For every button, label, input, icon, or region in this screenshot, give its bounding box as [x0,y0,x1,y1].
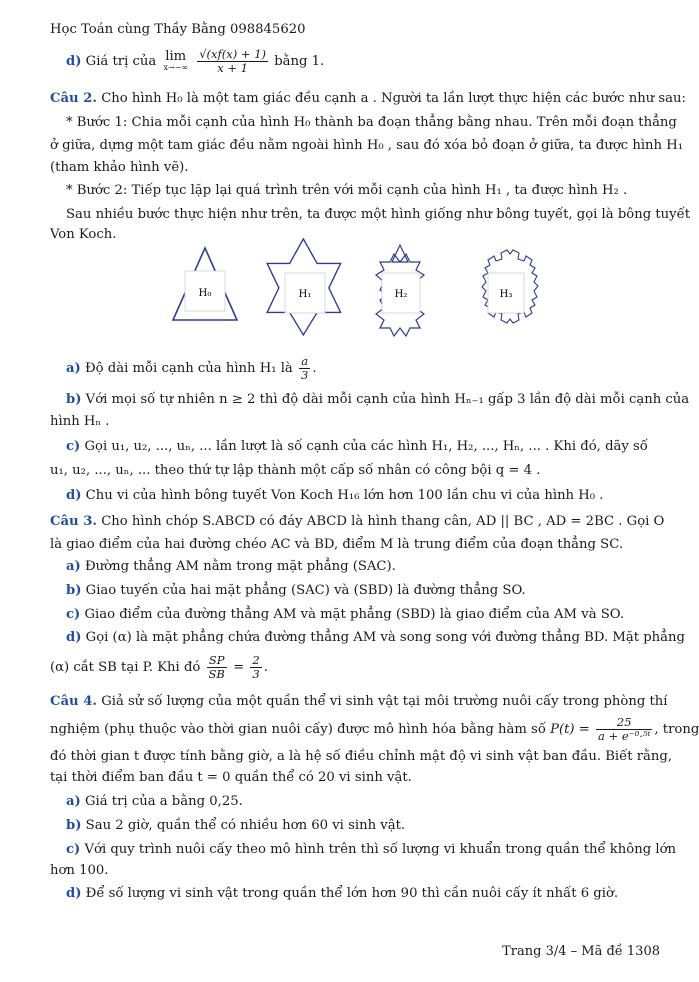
q2-step1-line1: * Bước 1: Chia mỗi cạnh của hình H₀ thành ba đoạn thẳng bằng nhau. Trên mỗi đoạn thẳng [66,115,677,130]
figure-h3 [482,250,538,323]
q4-func: P(t) = [550,722,590,737]
q3d-fraction [207,654,227,681]
q1d-num: √(xf(x) + 1) [199,47,266,61]
q4-intro-line1 [50,692,668,712]
q4c-text1: Với quy trình nuôi cấy theo mô hình trên thì số lượng vi khuẩn trong quần thể không lớn [84,842,677,857]
q2a-den: 3 [300,368,309,382]
label-h0: H₀ [198,288,212,299]
figure-h0 [173,248,237,320]
q3-intro-line1 [50,512,665,532]
q4-intro-line3: đó thời gian t được tính bằng giờ, a là hệ số điều chỉnh mật độ vi sinh vật ban đầu. Biết rằng, [50,749,673,764]
label-h2: H₂ [394,289,408,300]
q1d-den: x + 1 [217,61,248,75]
q2-step1-line3: (tham khảo hình vẽ). [50,160,189,175]
koch-snowflake-figure [170,240,590,340]
q3-option-d-line1 [66,628,685,648]
q2-step2: * Bước 2: Tiếp tục lặp lại quá trình trên với mỗi cạnh của hình H₁ , ta được hình H₂ . [66,183,628,198]
q4-title: Câu 4. [50,694,97,709]
lim-sub: x→−∞ [163,62,189,72]
q4-func-den: a + e⁻⁰·⁵ᵗ [598,729,651,743]
q2-option-c-line2: u₁, u₂, ..., uₙ, ... theo thứ tự lập thành một cấp số nhân có công bội q = 4 . [50,463,541,478]
q2c-text1: Gọi u₁, u₂, ..., uₙ, ... lần lượt là số cạnh của các hình H₁, H₂, ..., Hₙ, ... . Khi đó, dãy số [84,439,648,454]
figure-h2 [376,245,424,336]
q4a-text: Giá trị của a bằng 0,25. [85,794,243,809]
q3b-text: Giao tuyến của hai mặt phẳng (SAC) và (SBD) là đường thẳng SO. [85,583,526,598]
q3-intro1: Cho hình chóp S.ABCD có đáy ABCD là hình thang cân, AD || BC , AD = 2BC . Gọi O [101,514,665,529]
q4-option-a [66,792,662,812]
q3-option-d-line2: (α) cắt SB tại P. Khi đó $\frac{SP}{SB}$ = $\frac{2}{3}$ . [50,653,268,681]
q2-title: Câu 2. [50,91,97,106]
q3-option-a [66,557,662,577]
q2-intro [50,89,686,109]
q2a-fraction [299,355,310,382]
q3d-text1: Gọi (α) là mặt phẳng chứa đường thẳng AM và song song với đường thẳng BD. Mặt phẳng [85,630,685,645]
q1d-fraction [197,48,268,75]
option-label: d) [66,886,82,901]
q3d-num: SP [207,654,227,668]
figure-h1 [267,239,341,335]
page-footer: Trang 3/4 – Mã đề 1308 [502,944,660,959]
q2a-num: a [299,355,310,369]
q2b-text1: Với mọi số tự nhiên n ≥ 2 thì độ dài mỗi cạnh của hình Hₙ₋₁ gấp 3 lần độ dài mỗi cạnh của [85,392,690,407]
q2-para-line2: Von Koch. [50,227,117,242]
option-label: d) [66,488,82,503]
q4-option-c-line1 [66,840,677,860]
q3c-text: Giao điểm của đường thẳng AM và mặt phẳng (SBD) là giao điểm của AM và SO. [84,607,625,622]
q3-option-b [66,581,662,601]
limit-expr [163,48,189,73]
q2d-text: Chu vi của hình bông tuyết Von Koch H₁₆ lớn hơn 100 lần chu vi của hình H₀ . [85,488,604,503]
q4b-text: Sau 2 giờ, quần thể có nhiều hơn 60 vi sinh vật. [85,818,406,833]
option-label: c) [66,607,81,622]
q4-intro-line2 [50,715,699,743]
q2-option-b-line1 [66,390,690,410]
q4-option-b [66,816,662,836]
q2-option-a: a) Độ dài mỗi cạnh của hình H₁ là $\frac{a}{3}$ . [66,354,317,382]
q3a-text: Đường thẳng AM nằm trong mặt phẳng (SAC). [85,559,396,574]
q2a-text: Độ dài mỗi cạnh của hình H₁ là [85,361,293,376]
option-label: b) [66,392,82,407]
q2-option-c-line1 [66,437,662,457]
q3-option-c [66,605,662,625]
option-label: a) [66,361,81,376]
q1d-post: bằng 1. [274,54,325,69]
option-label: d) [66,630,82,645]
label-h1: H₁ [298,289,312,300]
q3-intro-line2: là giao điểm của hai đường chéo AC và BD, điểm M là trung điểm của đoạn thẳng SC. [50,537,624,552]
q2-option-d [66,486,662,506]
q3d-rden: 3 [252,667,260,681]
q3d-eq: = [233,660,245,675]
q3-title: Câu 3. [50,514,97,529]
q4-intro1: Giả sử số lượng của một quần thể vi sinh vật tại môi trường nuôi cấy trong phòng thí [101,694,668,709]
q4-option-d [66,884,662,904]
page-header: Học Toán cùng Thầy Bằng 098845620 [50,22,306,37]
q4-func-fraction [596,716,652,743]
q4-intro2-post: , trong [654,722,699,737]
q4-func-num: 25 [596,716,652,730]
lim-text: lim [165,48,187,64]
label-h3: H₃ [499,289,513,300]
option-label: a) [66,559,81,574]
option-label: a) [66,794,81,809]
option-label: b) [66,583,82,598]
q4-option-c-line2: hơn 100. [50,863,109,878]
q4-intro-line4: tại thời điểm ban đầu t = 0 quần thể có 20 vi sinh vật. [50,770,412,785]
option-label: b) [66,818,82,833]
q3d-text2: (α) cắt SB tại P. Khi đó [50,660,201,675]
q4-intro2: nghiệm (phụ thuộc vào thời gian nuôi cấy) được mô hình hóa bằng hàm số [50,722,546,737]
q2-step1-line2: ở giữa, dựng một tam giác đều nằm ngoài hình H₀ , sau đó xóa bỏ đoạn ở giữa, ta được hình H₁ [50,138,684,153]
q2-para-line1: Sau nhiều bước thực hiện như trên, ta được một hình giống như bông tuyết, gọi là bông tuyết [66,207,690,222]
q1d-pre: Giá trị của [85,54,157,69]
option-label: d) [66,54,82,69]
q1-option-d [66,48,662,75]
option-label: c) [66,842,81,857]
q3d-den: SB [208,667,225,681]
q3d-ratio [250,654,261,681]
q2-option-b-line2: hình Hₙ . [50,414,110,429]
q2-intro-text: Cho hình H₀ là một tam giác đều cạnh a . Người ta lần lượt thực hiện các bước như sau: [101,91,686,106]
q4d-text: Để số lượng vi sinh vật trong quần thể lớn hơn 90 thì cần nuôi cấy ít nhất 6 giờ. [85,886,619,901]
option-label: c) [66,439,81,454]
q3d-rnum: 2 [252,653,260,667]
